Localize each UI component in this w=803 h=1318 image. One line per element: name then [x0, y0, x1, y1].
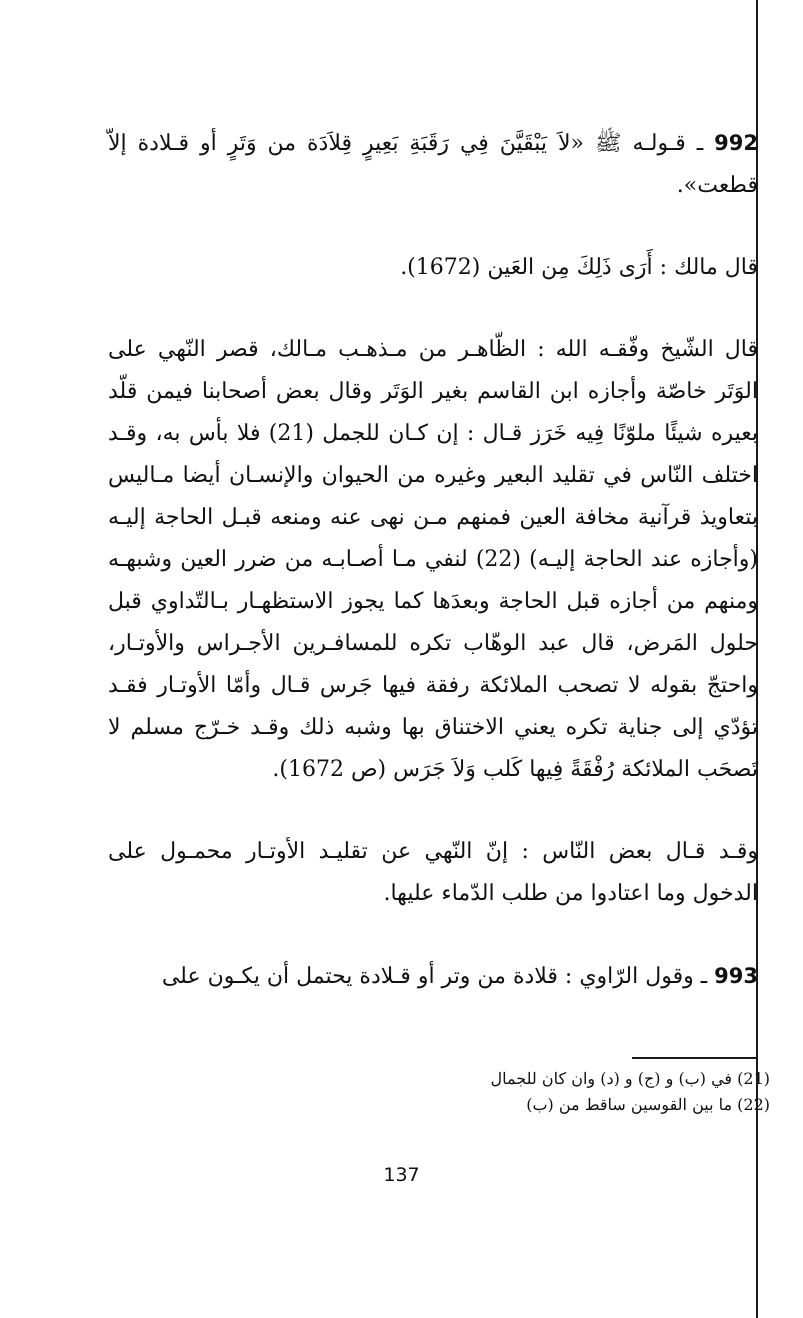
- item-number-993: 993: [714, 964, 758, 988]
- footnotes: [380, 1066, 770, 1118]
- page-body: [108, 122, 758, 998]
- paragraph-malik: قال مالك : أَرَى ذَلِكَ مِن العَين (1672).: [400, 255, 758, 280]
- item-number-992: 992: [714, 131, 758, 155]
- page-number: 137: [383, 1164, 420, 1186]
- paragraph-992-text: ـ قـولـه ﷺ «لاَ يَبْقَيَّنَ فِي رَقَبَةِ بَعِيرٍ قِلاَدَة من وَتَرٍ أو قـلادة إلاّ قطعت».: [108, 131, 758, 198]
- footnote-22: (22) ما بين القوسين ساقط من (ب): [526, 1095, 770, 1114]
- footnote-21: (21) في (ب) و (ج) و (د) وان كان للجمال: [490, 1069, 770, 1088]
- paragraph-993: [108, 955, 758, 998]
- paragraph-993-text: ـ وقول الرّاوي : قلادة من وتر أو قـلادة يحتمل أن يكـون على: [161, 964, 715, 989]
- footnote-separator: [632, 1057, 758, 1059]
- paragraph-shaykh: قال الشّيخ وفّقـه الله : الظّاهـر من مـذهـب مـالك، قصر النّهي على الوَتَر خاصّة وأجازه ابن القاسم بغير الوَتَر وقال بعض أصحابنا فيمن قلّد بعيره شيئًا ملوّنًا فِيه خَرَز قـال : إن كـان للجمل (21) فلا بأس به، وقـد اختلف النّاس في تقليد البعير وغيره من الحيوان والإنسـان أيضا مـاليس بتعاويذ قرآنية مخافة العين فمنهم مـن نهى عنه ومنعه قبـل الحاجة إليـه (وأجازه عند الحاجة إليـه) (22) لنفي مـا أصـابـه من ضرر العين وشبهـه ومنهم من أجازه قبل الحاجة وبعدَها كما يجوز الاستظهـار بـالتّداوي قبل حلول المَرض، قال عبد الوهّاب تكره للمسافـرين الأجـراس والأوتـار، واحتجّ بقوله لا تصحب الملائكة رفقة فيها جَرس قـال وأمّا الأوتـار فقـد تؤدّي إلى جناية تكره يعني الاختناق بها وشبه ذلك وقـد خـرّج مسلم لا تَصحَب الملائكة رُفْقَةً فِيها كَلب وَلاَ جَرَس (ص 1672).: [108, 337, 758, 782]
- paragraph-people: وقـد قـال بعض النّاس : إنّ النّهي عن تقليـد الأوتـار محمـول على الدخول وما اعتادوا من طلب الدّماء عليها.: [108, 839, 758, 906]
- paragraph-992: [108, 122, 758, 207]
